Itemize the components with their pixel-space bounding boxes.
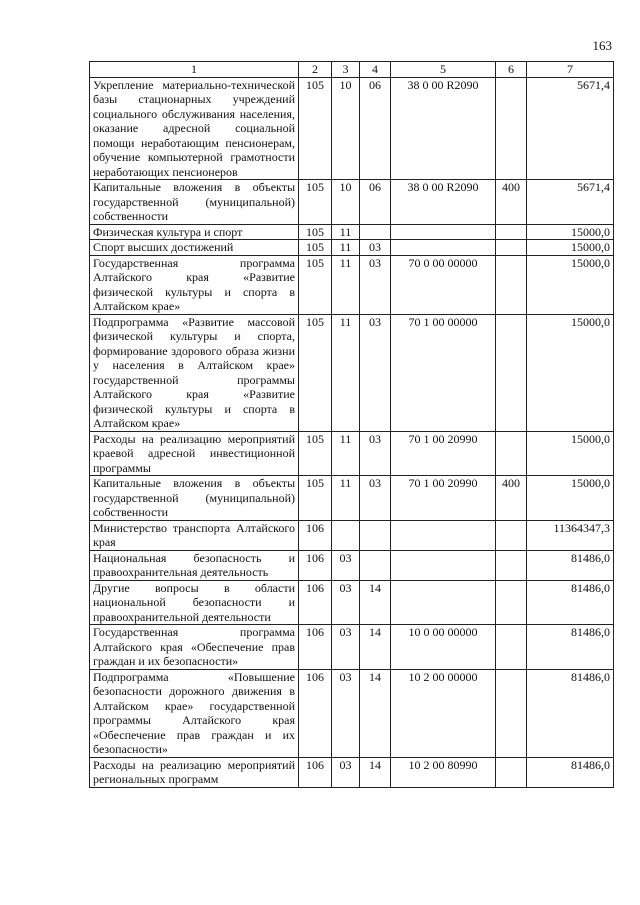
section-cell: 03 — [332, 669, 360, 757]
expense-name-cell: Капитальные вложения в объекты государственной (муниципальной) собственности — [90, 476, 299, 521]
section-cell: 03 — [332, 625, 360, 670]
amount-cell: 81486,0 — [527, 580, 614, 625]
grbs-cell: 105 — [299, 314, 332, 431]
table-row — [90, 520, 614, 550]
amount-cell: 81486,0 — [527, 757, 614, 787]
table-row — [90, 580, 614, 625]
expense-type-cell — [496, 625, 527, 670]
subsection-cell: 03 — [360, 240, 391, 256]
target-code-cell: 10 2 00 00000 — [391, 669, 496, 757]
section-cell: 11 — [332, 240, 360, 256]
section-cell: 03 — [332, 757, 360, 787]
amount-cell: 15000,0 — [527, 224, 614, 240]
target-code-cell: 10 2 00 80990 — [391, 757, 496, 787]
expense-type-cell — [496, 314, 527, 431]
expense-name-cell: Государственная программа Алтайского края «Обеспечение прав граждан и их безопасности» — [90, 625, 299, 670]
amount-cell: 5671,4 — [527, 77, 614, 180]
grbs-cell: 106 — [299, 625, 332, 670]
budget-table — [89, 61, 614, 788]
expense-type-cell — [496, 757, 527, 787]
table-row — [90, 625, 614, 670]
expense-name-cell: Спорт высших достижений — [90, 240, 299, 256]
subsection-cell — [360, 224, 391, 240]
grbs-cell: 105 — [299, 255, 332, 314]
amount-cell: 81486,0 — [527, 625, 614, 670]
section-cell: 10 — [332, 180, 360, 225]
column-header: 6 — [496, 62, 527, 78]
column-header: 4 — [360, 62, 391, 78]
column-header: 2 — [299, 62, 332, 78]
target-code-cell — [391, 580, 496, 625]
subsection-cell: 06 — [360, 77, 391, 180]
section-cell: 11 — [332, 255, 360, 314]
table-row — [90, 224, 614, 240]
column-header: 1 — [90, 62, 299, 78]
section-cell: 03 — [332, 550, 360, 580]
target-code-cell — [391, 520, 496, 550]
column-header: 7 — [527, 62, 614, 78]
grbs-cell: 106 — [299, 520, 332, 550]
expense-type-cell — [496, 431, 527, 476]
amount-cell: 15000,0 — [527, 476, 614, 521]
table-header-row — [90, 62, 614, 78]
expense-name-cell: Физическая культура и спорт — [90, 224, 299, 240]
expense-type-cell — [496, 550, 527, 580]
section-cell: 10 — [332, 77, 360, 180]
expense-type-cell — [496, 669, 527, 757]
expense-type-cell: 400 — [496, 476, 527, 521]
expense-name-cell: Расходы на реализацию мероприятий региональных программ — [90, 757, 299, 787]
target-code-cell: 70 0 00 00000 — [391, 255, 496, 314]
section-cell: 11 — [332, 476, 360, 521]
expense-type-cell — [496, 224, 527, 240]
target-code-cell — [391, 550, 496, 580]
subsection-cell: 03 — [360, 314, 391, 431]
page-number: 163 — [592, 38, 612, 53]
target-code-cell: 70 1 00 20990 — [391, 431, 496, 476]
section-cell: 11 — [332, 431, 360, 476]
grbs-cell: 105 — [299, 77, 332, 180]
grbs-cell: 105 — [299, 180, 332, 225]
grbs-cell: 106 — [299, 550, 332, 580]
table-row — [90, 240, 614, 256]
target-code-cell: 38 0 00 R2090 — [391, 77, 496, 180]
subsection-cell — [360, 550, 391, 580]
subsection-cell: 14 — [360, 669, 391, 757]
target-code-cell: 70 1 00 20990 — [391, 476, 496, 521]
amount-cell: 81486,0 — [527, 669, 614, 757]
target-code-cell: 38 0 00 R2090 — [391, 180, 496, 225]
subsection-cell: 03 — [360, 476, 391, 521]
target-code-cell — [391, 240, 496, 256]
table-row — [90, 77, 614, 180]
expense-name-cell: Министерство транспорта Алтайского края — [90, 520, 299, 550]
section-cell: 11 — [332, 314, 360, 431]
amount-cell: 11364347,3 — [527, 520, 614, 550]
grbs-cell: 105 — [299, 240, 332, 256]
amount-cell: 15000,0 — [527, 314, 614, 431]
grbs-cell: 105 — [299, 476, 332, 521]
expense-name-cell: Подпрограмма «Развитие массовой физической культуры и спорта, формирование здорового образа жизни у населения в Алтайском крае» государственной программы Алтайского края «Развитие физической культуры и спорта в Алтайском крае» — [90, 314, 299, 431]
expense-name-cell: Национальная безопасность и правоохранительная деятельность — [90, 550, 299, 580]
table-row — [90, 180, 614, 225]
table-row — [90, 757, 614, 787]
column-header: 5 — [391, 62, 496, 78]
subsection-cell: 03 — [360, 431, 391, 476]
expense-name-cell: Другие вопросы в области национальной безопасности и правоохранительной деятельности — [90, 580, 299, 625]
expense-type-cell: 400 — [496, 180, 527, 225]
subsection-cell: 06 — [360, 180, 391, 225]
subsection-cell: 14 — [360, 757, 391, 787]
subsection-cell: 14 — [360, 580, 391, 625]
grbs-cell: 105 — [299, 224, 332, 240]
column-header: 3 — [332, 62, 360, 78]
table-row — [90, 255, 614, 314]
table-row — [90, 550, 614, 580]
expense-type-cell — [496, 580, 527, 625]
grbs-cell: 105 — [299, 431, 332, 476]
amount-cell: 81486,0 — [527, 550, 614, 580]
table-row — [90, 314, 614, 431]
expense-name-cell: Подпрограмма «Повышение безопасности дорожного движения в Алтайском крае» государственной программы Алтайского края «Обеспечение прав граждан и их безопасности» — [90, 669, 299, 757]
grbs-cell: 106 — [299, 669, 332, 757]
section-cell: 03 — [332, 580, 360, 625]
amount-cell: 15000,0 — [527, 431, 614, 476]
target-code-cell — [391, 224, 496, 240]
expense-name-cell: Государственная программа Алтайского края «Развитие физической культуры и спорта в Алтайском крае» — [90, 255, 299, 314]
grbs-cell: 106 — [299, 580, 332, 625]
expense-name-cell: Капитальные вложения в объекты государственной (муниципальной) собственности — [90, 180, 299, 225]
expense-type-cell — [496, 520, 527, 550]
table-row — [90, 476, 614, 521]
expense-name-cell: Расходы на реализацию мероприятий краевой адресной инвестиционной программы — [90, 431, 299, 476]
amount-cell: 15000,0 — [527, 240, 614, 256]
subsection-cell: 14 — [360, 625, 391, 670]
target-code-cell: 10 0 00 00000 — [391, 625, 496, 670]
section-cell — [332, 520, 360, 550]
subsection-cell — [360, 520, 391, 550]
amount-cell: 15000,0 — [527, 255, 614, 314]
section-cell: 11 — [332, 224, 360, 240]
expense-type-cell — [496, 240, 527, 256]
expense-type-cell — [496, 255, 527, 314]
target-code-cell: 70 1 00 00000 — [391, 314, 496, 431]
amount-cell: 5671,4 — [527, 180, 614, 225]
expense-name-cell: Укрепление материально-технической базы стационарных учреждений социального обслуживания населения, оказание адресной социальной помощи неработающим пенсионерам, обучение компьютерной грамотности неработающих пенсионеров — [90, 77, 299, 180]
table-row — [90, 669, 614, 757]
table-row — [90, 431, 614, 476]
expense-type-cell — [496, 77, 527, 180]
grbs-cell: 106 — [299, 757, 332, 787]
subsection-cell: 03 — [360, 255, 391, 314]
